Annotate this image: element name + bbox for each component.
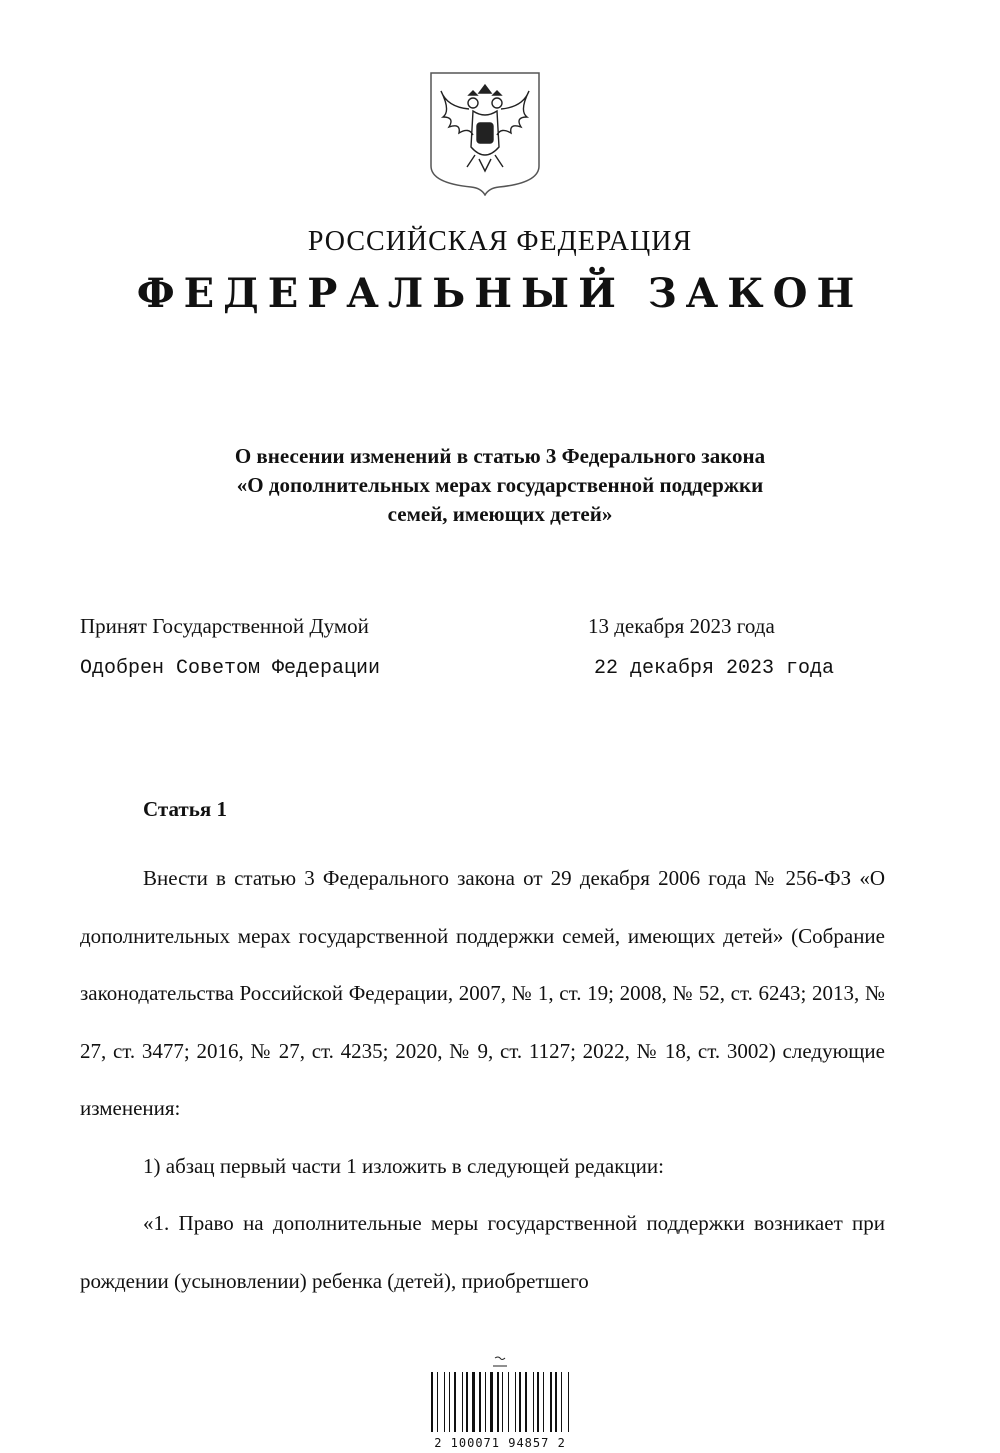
- law-title-line: «О дополнительных мерах государственной поддержки: [236, 473, 764, 497]
- duma-date: 13 декабря 2023 года: [588, 614, 775, 638]
- article-paragraph: «1. Право на дополнительные меры государственной поддержки возникает при рождении (усыновлении) ребенка (детей), приобретшего: [80, 1211, 885, 1293]
- law-title: [140, 442, 860, 529]
- article-heading: Статья 1: [143, 797, 227, 821]
- duma-label: Принят Государственной Думой: [80, 614, 369, 638]
- coat-of-arms-icon: [429, 71, 541, 196]
- law-title-line: О внесении изменений в статью 3 Федерального закона: [234, 444, 766, 468]
- barcode: [425, 1356, 575, 1451]
- document-type-heading: ФЕДЕРАЛЬНЫЙ ЗАКОН: [136, 270, 864, 317]
- article-body: [80, 850, 885, 1310]
- country-name: РОССИЙСКАЯ ФЕДЕРАЦИЯ: [307, 226, 693, 257]
- council-date: 22 декабря 2023 года: [594, 657, 835, 680]
- barcode-icon: [425, 1356, 575, 1436]
- barcode-number: 2 100071 94857 2: [434, 1436, 566, 1450]
- law-title-line: семей, имеющих детей»: [387, 502, 613, 526]
- council-label: Одобрен Советом Федерации: [80, 657, 381, 680]
- article-paragraph: Внести в статью 3 Федерального закона от 29 декабря 2006 года № 256-ФЗ «О дополнительных мерах государственной поддержки семей, имеющих детей» (Собрание законодательства Российской Федерации, 2007, № 1, ст. 19; 2008, № 52, ст. 6243; 2013, № 27, ст. 3477; 2016, № 27, ст. 4235; 2020, № 9, ст. 1127; 2022, № 18, ст. 3002) следующие изменения:: [80, 866, 885, 1120]
- article-paragraph: 1) абзац первый части 1 изложить в следующей редакции:: [143, 1153, 664, 1178]
